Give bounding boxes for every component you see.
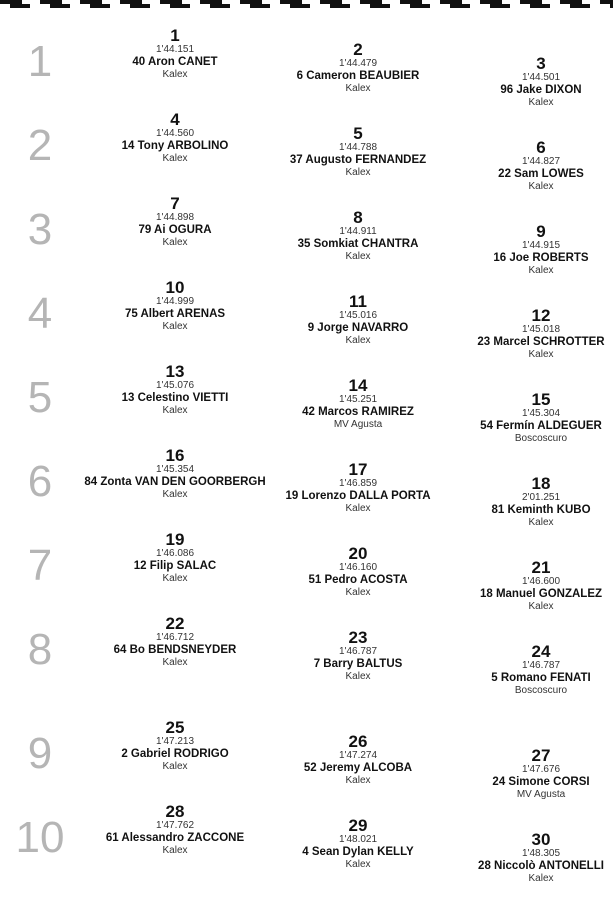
grid-slot: [258, 545, 458, 598]
grid-row-number: 5: [27, 373, 53, 422]
grid-row-number: 1: [27, 37, 53, 86]
rider-name: 84 Zonta VAN DEN GOORBERGH: [84, 476, 266, 488]
grid-position: 2: [353, 40, 363, 59]
team-name: Kalex: [345, 251, 371, 262]
rider-name: 9 Jorge NAVARRO: [307, 322, 409, 334]
grid-position: 10: [165, 278, 185, 297]
rider-name: 64 Bo BENDSNEYDER: [113, 644, 237, 656]
team-name: Kalex: [162, 657, 188, 668]
rider-name: 75 Albert ARENAS: [124, 308, 226, 320]
grid-slot: [258, 377, 458, 430]
lap-time: 1'46.600: [521, 576, 561, 587]
lap-time: 1'44.788: [338, 142, 378, 153]
checkered-flag-band: [0, 0, 613, 8]
grid-position: 12: [531, 306, 551, 325]
lap-time: 1'45.016: [338, 310, 378, 321]
team-name: Kalex: [528, 181, 554, 192]
lap-time: 1'44.898: [155, 212, 195, 223]
grid-row-number: 8: [27, 625, 53, 674]
team-name: Kalex: [345, 587, 371, 598]
lap-time: 1'44.911: [339, 226, 377, 237]
grid-position: 20: [348, 544, 368, 563]
team-name: Boscoscuro: [514, 433, 568, 444]
grid-position: 24: [531, 642, 551, 661]
lap-time: 1'47.213: [155, 736, 195, 747]
grid-row-number: 2: [27, 121, 53, 170]
rider-name: 52 Jeremy ALCOBA: [303, 762, 413, 774]
rider-name: 13 Celestino VIETTI: [121, 392, 229, 404]
rider-name: 6 Cameron BEAUBIER: [296, 70, 420, 82]
grid-slot: [258, 125, 458, 178]
rider-name: 79 Ai OGURA: [138, 224, 212, 236]
grid-position: 7: [170, 194, 180, 213]
lap-time: 1'47.762: [155, 820, 195, 831]
grid-position: 1: [170, 26, 180, 45]
grid-slot: [441, 307, 613, 360]
grid-slot: [441, 831, 613, 884]
team-name: Kalex: [345, 167, 371, 178]
team-name: Kalex: [345, 859, 371, 870]
grid-position: 29: [348, 816, 368, 835]
lap-time: 1'44.915: [521, 240, 561, 251]
grid-slot: [75, 363, 275, 416]
grid-position: 22: [165, 614, 185, 633]
grid-slot: [75, 719, 275, 772]
grid-position: 8: [353, 208, 363, 227]
grid-position: 28: [165, 802, 185, 821]
grid-position: 30: [531, 830, 551, 849]
team-name: MV Agusta: [516, 789, 566, 800]
lap-time: 1'48.021: [338, 834, 378, 845]
lap-time: 1'44.999: [155, 296, 195, 307]
grid-position: 16: [165, 446, 185, 465]
grid-slot: [441, 747, 613, 800]
grid-slot: [441, 643, 613, 696]
rider-name: 23 Marcel SCHROTTER: [477, 336, 605, 348]
lap-time: 1'48.305: [521, 848, 561, 859]
rider-name: 4 Sean Dylan KELLY: [302, 846, 414, 858]
grid-row-number: 6: [27, 457, 53, 506]
grid-position: 27: [531, 746, 551, 765]
lap-time: 1'46.787: [338, 646, 378, 657]
grid-slot: [75, 195, 275, 248]
team-name: Boscoscuro: [514, 685, 568, 696]
team-name: Kalex: [162, 573, 188, 584]
team-name: MV Agusta: [333, 419, 383, 430]
lap-time: 1'46.787: [521, 660, 561, 671]
team-name: Kalex: [345, 671, 371, 682]
grid-slot: [258, 817, 458, 870]
team-name: Kalex: [162, 321, 188, 332]
grid-slot: [441, 475, 613, 528]
team-name: Kalex: [528, 265, 554, 276]
rider-name: 96 Jake DIXON: [500, 84, 582, 96]
grid-slot: [258, 461, 458, 514]
lap-time: 1'45.304: [521, 408, 561, 419]
grid-position: 3: [536, 54, 546, 73]
rider-name: 18 Manuel GONZALEZ: [479, 588, 603, 600]
lap-time: 1'45.076: [155, 380, 195, 391]
rider-name: 35 Somkiat CHANTRA: [297, 238, 419, 250]
rider-name: 19 Lorenzo DALLA PORTA: [285, 490, 431, 502]
rider-name: 2 Gabriel RODRIGO: [121, 748, 229, 760]
rider-name: 12 Filip SALAC: [133, 560, 217, 572]
lap-time: 1'45.018: [521, 324, 561, 335]
team-name: Kalex: [162, 153, 188, 164]
team-name: Kalex: [345, 775, 371, 786]
grid-position: 11: [349, 292, 367, 311]
lap-time: 1'44.560: [155, 128, 195, 139]
team-name: Kalex: [345, 503, 371, 514]
grid-row-number: 4: [27, 289, 53, 338]
rider-name: 24 Simone CORSI: [492, 776, 590, 788]
lap-time: 1'46.712: [155, 632, 195, 643]
grid-position: 4: [170, 110, 180, 129]
lap-time: 1'44.151: [155, 44, 195, 55]
grid-position: 9: [536, 222, 546, 241]
lap-time: 2'01.251: [521, 492, 561, 503]
rider-name: 5 Romano FENATI: [491, 672, 591, 684]
rider-name: 51 Pedro ACOSTA: [308, 574, 408, 586]
team-name: Kalex: [528, 517, 554, 528]
team-name: Kalex: [528, 349, 554, 360]
grid-row-number: 3: [27, 205, 53, 254]
team-name: Kalex: [528, 873, 554, 884]
rider-name: 28 Niccolò ANTONELLI: [478, 860, 604, 872]
grid-position: 26: [348, 732, 368, 751]
grid-position: 13: [165, 362, 185, 381]
grid-slot: [441, 223, 613, 276]
team-name: Kalex: [345, 335, 371, 346]
grid-slot: [258, 629, 458, 682]
lap-time: 1'46.859: [338, 478, 378, 489]
grid-position: 5: [353, 124, 363, 143]
lap-time: 1'45.354: [155, 464, 195, 475]
grid-slot: [258, 209, 458, 262]
rider-name: 61 Alessandro ZACCONE: [105, 832, 245, 844]
rider-name: 16 Joe ROBERTS: [493, 252, 589, 264]
rider-name: 37 Augusto FERNANDEZ: [289, 154, 427, 166]
rider-name: 40 Aron CANET: [132, 56, 218, 68]
grid-position: 18: [531, 474, 551, 493]
rider-name: 81 Keminth KUBO: [491, 504, 591, 516]
grid-slot: [441, 139, 613, 192]
team-name: Kalex: [162, 69, 188, 80]
team-name: Kalex: [162, 761, 188, 772]
grid-position: 21: [531, 558, 551, 577]
grid-position: 6: [536, 138, 546, 157]
lap-time: 1'45.251: [338, 394, 378, 405]
rider-name: 54 Fermín ALDEGUER: [480, 420, 602, 432]
grid-slot: [258, 733, 458, 786]
grid-slot: [441, 559, 613, 612]
grid-slot: [258, 41, 458, 94]
grid-slot: [441, 391, 613, 444]
team-name: Kalex: [162, 489, 188, 500]
grid-row-number: 10: [15, 813, 65, 862]
grid-slot: [75, 531, 275, 584]
grid-slot: [258, 293, 458, 346]
grid-slot: [75, 447, 275, 500]
lap-time: 1'44.479: [338, 58, 378, 69]
team-name: Kalex: [528, 97, 554, 108]
grid-position: 19: [165, 530, 185, 549]
grid-row-number: 9: [27, 729, 53, 778]
grid-position: 25: [165, 718, 185, 737]
team-name: Kalex: [528, 601, 554, 612]
lap-time: 1'46.086: [155, 548, 195, 559]
grid-position: 14: [348, 376, 368, 395]
grid-row-number: 7: [27, 541, 53, 590]
rider-name: 22 Sam LOWES: [498, 168, 584, 180]
grid-position: 17: [348, 460, 368, 479]
grid-slot: [75, 279, 275, 332]
lap-time: 1'47.676: [521, 764, 561, 775]
team-name: Kalex: [162, 405, 188, 416]
rider-name: 42 Marcos RAMIREZ: [302, 406, 414, 418]
lap-time: 1'44.827: [521, 156, 561, 167]
grid-position: 23: [348, 628, 368, 647]
team-name: Kalex: [162, 845, 188, 856]
grid-position: 15: [531, 390, 551, 409]
rider-name: 7 Barry BALTUS: [313, 658, 403, 670]
rider-name: 14 Tony ARBOLINO: [121, 140, 229, 152]
grid-slot: [441, 55, 613, 108]
lap-time: 1'44.501: [521, 72, 561, 83]
grid-slot: [75, 803, 275, 856]
grid-slot: [75, 111, 275, 164]
lap-time: 1'47.274: [338, 750, 378, 761]
lap-time: 1'46.160: [338, 562, 378, 573]
grid-slot: [75, 27, 275, 80]
grid-slot: [75, 615, 275, 668]
team-name: Kalex: [345, 83, 371, 94]
team-name: Kalex: [162, 237, 188, 248]
